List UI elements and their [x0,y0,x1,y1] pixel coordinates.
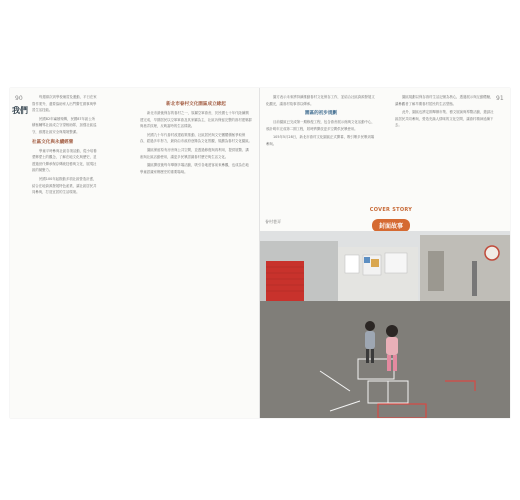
left-column-1 [32,94,98,198]
paragraph: 民國100年起推動多項社區營造計畫，結合在地資源發展特色產業，讓社區居民共同參與，打造宜居的生活環境。 [32,176,97,195]
paragraph: 園區規劃以保存眷村生活記憶為核心，透過展示與互動體驗，讓參觀者了解早期眷村居民的生活型態。 [395,95,494,106]
section-subheading: 社區文化與永續經營 [32,139,74,145]
cover-story-badge [368,207,414,233]
paragraph: 園區保留原有房舍與公共空間，並透過修復與再利用，提供展覽、講座與社區活動使用，讓更多民眾認識眷村歷史與生活文化。 [140,147,249,159]
paragraph: 民國82年竊賊頻傳，民國87年區公所積極輔導社區成立守望相助隊，加強社區巡守，維護社區安全與環境整潔。 [32,116,97,134]
paragraph: 105年5月28日，新北市眷村文化園區正式開幕，吸引眾多民眾到場參與。 [266,135,375,146]
paragraph: 園方表示未來將持續推動眷村文化保存工作，並結合社區資源發展文化觀光，讓眷村故事得以傳承。 [266,95,375,106]
magazine-logo: 我們 [12,105,28,115]
paragraph: 園區開放後每年舉辦多場活動，吸引各地遊客前來參觀，也成為在地學童認識家鄉歷史的重要場域。 [140,163,249,174]
cover-photo [260,231,510,418]
photo-caption: 眷村巷弄 [265,219,281,224]
right-column-2 [395,94,495,131]
paragraph: 目前園區已完成第一期修復工程，包含眷舍展示館與文化活動中心，預計明年完成第二期工程，屆時將開放更多空間供民眾使用。 [266,120,375,131]
photo-illustration [260,231,510,418]
paragraph: 新北市最後保存的眷村之一，原屬空軍眷舍，於民國七十年代陸續興建完成，早期居民以空軍軍眷及其家屬為主，社區內保留完整的眷村建築群與巷弄紋理，反映當時的生活樣貌。 [140,111,252,129]
paragraph: 民國九十年代眷村改建政策推動，社區居民與文史團體積極爭取保存，經過多年努力，最終由市政府登錄為文化景觀，規劃為眷村文化園區。 [140,132,252,144]
cover-story-label: COVER STORY [369,207,413,213]
paragraph: 學童平時參與社區各項活動，從小培養愛鄉愛土的觀念，了解在地文化與歷史，並透過世代傳承保存傳統技藝與文化，展現社區的凝聚力。 [32,148,97,173]
paragraph: 此外，園區也將定期舉辦市集、藝文展演與導覽活動，邀請社區居民共同參與，營造充滿人情味的文化空間，讓眷村精神延續下去。 [395,110,494,128]
paragraph: 每週兩次到學校補習及運動，平日在家寫作業外，還要協助家人出門幫忙做事與學習生活技能。 [32,95,97,113]
left-column-2 [140,98,252,177]
section-subheading: 園區的初步規劃 [304,111,338,117]
right-column-1 [266,94,376,150]
cover-story-title: 封面故事 [372,219,410,232]
right-page-number: 91 [496,95,504,102]
article-heading: 新北市眷村文化園區成立緣起 [166,102,226,107]
left-page-number: 90 [15,95,23,102]
